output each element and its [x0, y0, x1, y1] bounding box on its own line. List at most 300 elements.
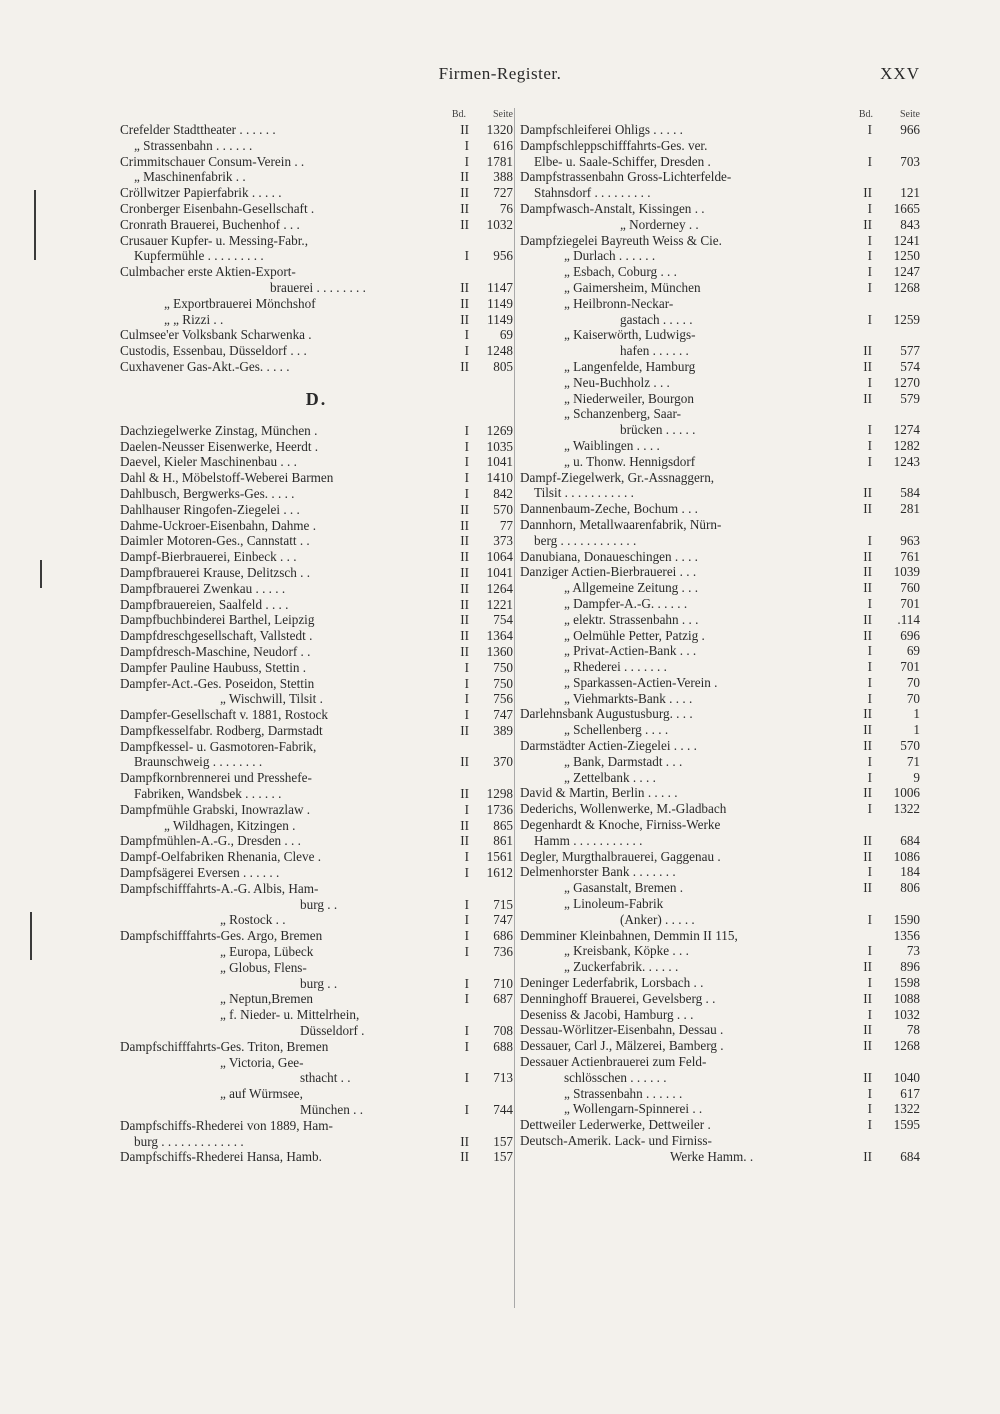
register-entry [520, 612, 920, 628]
entry-text: Culmsee'er Volksbank Scharwenka . [120, 327, 312, 343]
entry-page [880, 896, 920, 912]
entry-page: 760 [900, 580, 920, 596]
entry-text: Dampfsägerei Eversen . . . . . . [120, 865, 280, 881]
register-entry [120, 312, 513, 328]
entry-page: 617 [900, 1085, 920, 1101]
entry-text: Deutsch-Amerik. Lack- und Firniss- [520, 1133, 712, 1148]
entry-volume: II [863, 1148, 872, 1164]
entry-volume [846, 169, 880, 185]
register-entry [520, 233, 920, 249]
entry-volume: I [867, 279, 872, 295]
entry-volume [846, 1133, 880, 1149]
entry-page: 1269 [486, 422, 513, 438]
register-entry [520, 454, 920, 470]
entry-page: 69 [906, 643, 920, 659]
entry-text: Cuxhavener Gas-Akt.-Ges. . . . . [120, 358, 290, 374]
entry-text: „ Viehmarkts-Bank . . . . [564, 690, 693, 706]
entry-page [475, 881, 513, 897]
register-entry [120, 1039, 513, 1055]
column-divider [514, 108, 515, 1308]
seite-header: Seite [900, 109, 920, 120]
entry-volume: I [867, 1085, 872, 1101]
entry-volume: I [867, 453, 872, 469]
entry-text: Dampfschiffs-Rhederei von 1889, Ham- [120, 1117, 333, 1133]
entry-page: 747 [493, 912, 513, 928]
entry-page: 715 [493, 896, 513, 912]
entry-volume: II [460, 185, 469, 201]
entry-text: „ Victoria, Gee- [220, 1054, 304, 1070]
register-entry [520, 928, 920, 944]
register-entry [520, 422, 920, 438]
register-entry [520, 706, 920, 722]
entry-volume [437, 264, 475, 280]
entry-volume: I [867, 1101, 872, 1117]
entry-page: 1270 [893, 374, 920, 390]
entry-volume: I [867, 374, 872, 390]
entry-text: Demminer Kleinbahnen, Demmin II 115, [520, 927, 738, 943]
register-entry [520, 628, 920, 644]
register-entry [520, 880, 920, 896]
entry-page: 696 [900, 627, 920, 643]
entry-text: „ Sparkassen-Actien-Verein . [564, 674, 718, 690]
entry-volume: I [464, 849, 469, 865]
entry-volume: I [464, 975, 469, 991]
entry-page: 1665 [893, 200, 920, 216]
register-entry [520, 975, 920, 991]
register-entry [520, 470, 920, 486]
entry-text: „ Heilbronn-Neckar- [564, 295, 674, 311]
entry-page: 1410 [486, 470, 513, 486]
entry-volume: II [863, 343, 872, 359]
entry-page: 703 [900, 153, 920, 169]
entry-text: Dampfkornbrennerei und Presshefe- [120, 770, 312, 786]
register-entry [120, 169, 513, 185]
entry-page: 688 [493, 1038, 513, 1054]
entry-page [880, 1054, 920, 1070]
entry-text: „ Wollengarn-Spinnerei . . [564, 1101, 703, 1117]
entry-volume: II [460, 517, 469, 533]
entry-text: „ f. Nieder- u. Mittelrhein, [220, 1007, 360, 1023]
entry-text: Dampfschifffahrts-Ges. Argo, Bremen [120, 928, 323, 944]
entry-page: 584 [900, 485, 920, 501]
register-entry [520, 122, 920, 138]
entry-text: Tilsit . . . . . . . . . . . [534, 485, 634, 501]
entry-text: „ Durlach . . . . . . [564, 248, 656, 264]
register-entry [120, 597, 513, 613]
entry-page: 701 [900, 595, 920, 611]
entry-page: 727 [493, 185, 513, 201]
register-entry [120, 628, 513, 644]
entry-volume: II [863, 706, 872, 722]
column-header [520, 108, 920, 122]
entry-text: „ Schanzenberg, Saar- [564, 406, 682, 422]
register-entry [120, 1023, 513, 1039]
entry-page: 157 [493, 1149, 513, 1165]
entry-volume: I [867, 264, 872, 280]
register-entry [520, 564, 920, 580]
entry-text: „ Esbach, Coburg . . . [564, 264, 677, 280]
register-entry [120, 138, 513, 154]
register-entry [520, 438, 920, 454]
entry-text: „ Gasanstalt, Bremen . [564, 880, 684, 896]
entry-page: 1221 [486, 596, 513, 612]
entry-page [880, 470, 920, 486]
register-entry [520, 1117, 920, 1133]
entry-page: 1086 [893, 848, 920, 864]
entry-page: 708 [493, 1023, 513, 1039]
entry-text: Dampfbrauerei Krause, Delitzsch . . [120, 564, 311, 580]
entry-page: 1248 [486, 343, 513, 359]
entry-text: Denninghoff Brauerei, Gevelsberg . . [520, 990, 716, 1006]
entry-page: 865 [493, 817, 513, 833]
entry-page: 1041 [486, 564, 513, 580]
entry-page [880, 169, 920, 185]
entry-volume [846, 928, 880, 944]
entry-text: „ Neptun,Bremen [220, 991, 314, 1007]
entry-text: „ Allgemeine Zeitung . . . [564, 580, 699, 596]
entry-text: Darmstädter Actien-Ziegelei . . . . [520, 738, 697, 754]
register-entry [520, 217, 920, 233]
register-entry [120, 1118, 513, 1134]
entry-volume: II [460, 1149, 469, 1165]
register-entry [120, 676, 513, 692]
entry-volume: I [867, 801, 872, 817]
entry-volume: II [460, 628, 469, 644]
entry-page: 687 [493, 991, 513, 1007]
entry-text: Dampfschleiferei Ohligs . . . . . [520, 122, 683, 137]
entry-page: 574 [900, 358, 920, 374]
entry-text: „ Rhederei . . . . . . . [564, 659, 667, 675]
entry-text: berg . . . . . . . . . . . . [534, 532, 637, 548]
entry-volume: I [867, 595, 872, 611]
entry-volume: II [460, 580, 469, 596]
entry-page: 1035 [486, 438, 513, 454]
register-entry [520, 280, 920, 296]
column-header [120, 108, 513, 122]
entry-page [475, 739, 513, 755]
entry-page [880, 406, 920, 422]
register-entry [520, 738, 920, 754]
entry-page [475, 233, 513, 249]
entry-text: Dampfwasch-Anstalt, Kissingen . . [520, 200, 705, 216]
entry-text: sthacht . . [300, 1070, 351, 1086]
entry-page: 373 [493, 533, 513, 549]
register-entry [520, 943, 920, 959]
entry-text: Dampfdreschgesellschaft, Vallstedt . [120, 628, 313, 644]
entry-text: Cronberger Eisenbahn-Gesellschaft . [120, 200, 315, 216]
entry-text: Dampfschifffahrts-A.-G. Albis, Ham- [120, 880, 319, 896]
register-entry [120, 833, 513, 849]
entry-text: Dampfer-Gesellschaft v. 1881, Rostock [120, 707, 328, 723]
entry-text: Dahlbusch, Bergwerks-Ges. . . . . [120, 485, 295, 501]
entry-volume: I [464, 454, 469, 470]
entry-volume: II [863, 880, 872, 896]
register-entry [120, 470, 513, 486]
entry-text: Deseniss & Jacobi, Hamburg . . . [520, 1006, 694, 1022]
register-entry [520, 264, 920, 280]
register-entry [520, 659, 920, 675]
entry-page: 963 [900, 532, 920, 548]
entry-volume: II [460, 786, 469, 802]
margin-mark [30, 912, 32, 960]
register-entry [120, 991, 513, 1007]
register-entry [520, 1038, 920, 1054]
entry-page: 713 [493, 1070, 513, 1086]
entry-page: 1298 [486, 786, 513, 802]
entry-page [880, 517, 920, 533]
entry-volume [437, 770, 475, 786]
entry-volume: I [867, 532, 872, 548]
entry-page: 1781 [486, 153, 513, 169]
entry-text: „ Linoleum-Fabrik [564, 896, 664, 912]
register-entry [120, 439, 513, 455]
register-entry [520, 375, 920, 391]
register-entry [120, 1070, 513, 1086]
entry-volume: II [863, 1022, 872, 1038]
register-entry [520, 485, 920, 501]
entry-text: hafen . . . . . . [620, 343, 689, 359]
entry-page [475, 1055, 513, 1071]
entry-text: burg . . [300, 896, 338, 912]
register-entry [520, 1007, 920, 1023]
entry-page: 684 [900, 1148, 920, 1164]
entry-page: 389 [493, 722, 513, 738]
entry-text: „ Wischwill, Tilsit . [220, 691, 323, 707]
entry-text: Deninger Lederfabrik, Lorsbach . . [520, 975, 704, 991]
register-entry [520, 1101, 920, 1117]
register-entry [520, 359, 920, 375]
register-entry [120, 644, 513, 660]
register-entry [120, 359, 513, 375]
entry-volume [846, 1054, 880, 1070]
entry-page: 750 [493, 659, 513, 675]
entry-text: „ Langenfelde, Hamburg [564, 358, 696, 374]
register-entry [520, 248, 920, 264]
entry-page: 1250 [893, 248, 920, 264]
register-entry [120, 185, 513, 201]
register-entry [120, 912, 513, 928]
entry-volume: I [464, 865, 469, 881]
entry-page: 1243 [893, 453, 920, 469]
section-letter: D. [305, 388, 328, 409]
entry-volume [846, 896, 880, 912]
entry-volume: I [867, 422, 872, 438]
entry-page: 1595 [893, 1117, 920, 1133]
entry-text: „ Strassenbahn . . . . . . [564, 1085, 683, 1101]
entry-text: „ Kaiserwörth, Ludwigs- [564, 327, 696, 343]
entry-text: Degenhardt & Knoche, Firniss-Werke [520, 817, 721, 833]
entry-text: Danubiana, Donaueschingen . . . . [520, 548, 698, 564]
entry-volume: II [863, 216, 872, 232]
entry-text: Dachziegelwerke Zinstag, München . [120, 422, 318, 438]
entry-volume [437, 1055, 475, 1071]
entry-text: Degler, Murgthalbrauerei, Gaggenau . [520, 848, 721, 864]
entry-page [880, 327, 920, 343]
entry-text: gastach . . . . . [620, 311, 693, 327]
entry-page: 1064 [486, 549, 513, 565]
entry-volume: II [863, 501, 872, 517]
entry-text: Dampfziegelei Bayreuth Weiss & Cie. [520, 232, 722, 248]
entry-text: Dannhorn, Metallwaarenfabrik, Nürn- [520, 516, 722, 532]
register-entry [120, 1102, 513, 1118]
register-entry [120, 343, 513, 359]
bd-header: Bd. [451, 109, 466, 120]
entry-page: 956 [493, 248, 513, 264]
entry-page: 70 [906, 690, 920, 706]
register-entry [520, 817, 920, 833]
entry-text: Daevel, Kieler Maschinenbau . . . [120, 454, 297, 470]
entry-text: Dahme-Uckroer-Eisenbahn, Dahme . [120, 517, 317, 533]
entry-page: 1268 [893, 1038, 920, 1054]
entry-page: 69 [499, 327, 513, 343]
entry-page: 842 [493, 485, 513, 501]
entry-text: Crusauer Kupfer- u. Messing-Fabr., [120, 232, 308, 248]
entry-page: 76 [499, 200, 513, 216]
entry-text: Dampfer Pauline Haubuss, Stettin . [120, 659, 307, 675]
register-entry [120, 897, 513, 913]
entry-page: 1612 [486, 865, 513, 881]
entry-volume: I [867, 975, 872, 991]
entry-page: 73 [906, 943, 920, 959]
register-entry [120, 1149, 513, 1165]
entry-volume: II [460, 279, 469, 295]
entry-text: Dampfschleppschifffahrts-Ges. ver. [520, 137, 708, 153]
register-entry [120, 754, 513, 770]
entry-volume [846, 327, 880, 343]
entry-page: 616 [493, 137, 513, 153]
register-entry [120, 1007, 513, 1023]
entry-volume: I [464, 470, 469, 486]
register-entry [520, 833, 920, 849]
entry-volume: I [464, 1023, 469, 1039]
register-entry [520, 327, 920, 343]
entry-page: 761 [900, 548, 920, 564]
entry-page: 1247 [893, 264, 920, 280]
entry-volume [846, 296, 880, 312]
entry-page [880, 1133, 920, 1149]
entry-text: Daelen-Neusser Eisenwerke, Heerdt . [120, 438, 319, 454]
entry-page: 1040 [893, 1069, 920, 1085]
entry-volume: II [863, 627, 872, 643]
entry-volume: I [464, 1038, 469, 1054]
entry-page: 1 [913, 722, 920, 738]
entry-text: „ Bank, Darmstadt . . . [564, 753, 683, 769]
entry-text: David & Martin, Berlin . . . . . [520, 785, 678, 801]
entry-text: Stahnsdorf . . . . . . . . . [534, 185, 651, 201]
entry-volume: II [460, 1133, 469, 1149]
register-entry [120, 423, 513, 439]
entry-page: 701 [900, 659, 920, 675]
entry-page: 806 [900, 880, 920, 896]
entry-text: Dampfbuchbinderei Barthel, Leipzig [120, 612, 315, 628]
entry-page [475, 1007, 513, 1023]
register-entry [520, 864, 920, 880]
register-entry [120, 612, 513, 628]
entry-text: Dannenbaum-Zeche, Bochum . . . [520, 501, 698, 517]
entry-text: burg . . [300, 975, 338, 991]
register-entry [520, 770, 920, 786]
register-entry [520, 549, 920, 565]
entry-volume: I [464, 137, 469, 153]
register-entry [520, 154, 920, 170]
entry-text: Dampfbrauerei Zwenkau . . . . . [120, 580, 286, 596]
entry-text: Crimmitschauer Consum-Verein . . [120, 153, 305, 169]
register-entry [120, 691, 513, 707]
register-entry [120, 976, 513, 992]
entry-volume: II [460, 833, 469, 849]
register-entry [520, 1086, 920, 1102]
entry-page [880, 138, 920, 154]
register-entry [120, 944, 513, 960]
register-entry [520, 1022, 920, 1038]
register-entry [120, 770, 513, 786]
entry-text: Dampfstrassenbahn Gross-Lichterfelde- [520, 169, 732, 185]
entry-volume: I [867, 1006, 872, 1022]
entry-text: Crefelder Stadttheater . . . . . . [120, 122, 276, 137]
register-entry [120, 865, 513, 881]
entry-page: .114 [897, 611, 920, 627]
entry-page: 157 [493, 1133, 513, 1149]
entry-volume: II [863, 848, 872, 864]
entry-volume: II [863, 722, 872, 738]
entry-text: Dampfkessel- u. Gasmotoren-Fabrik, [120, 738, 317, 754]
entry-volume: I [464, 659, 469, 675]
right-column [520, 108, 920, 1165]
entry-page: 966 [900, 122, 920, 137]
entry-text: „ Gaimersheim, München [564, 279, 701, 295]
entry-page: 686 [493, 928, 513, 944]
entry-page: 1088 [893, 990, 920, 1006]
entry-volume: I [867, 232, 872, 248]
entry-text: (Anker) . . . . . [620, 911, 695, 927]
register-entry [120, 786, 513, 802]
entry-page: 750 [493, 675, 513, 691]
entry-volume: II [460, 169, 469, 185]
entry-page: 754 [493, 612, 513, 628]
entry-text: „ elektr. Strassenbahn . . . [564, 611, 699, 627]
entry-page: 1149 [487, 311, 513, 327]
entry-volume: I [867, 153, 872, 169]
entry-page: 1268 [893, 279, 920, 295]
entry-text: Dampf-Oelfabriken Rhenania, Cleve . [120, 849, 322, 865]
entry-volume: II [460, 596, 469, 612]
entry-volume: II [460, 722, 469, 738]
register-entry [520, 643, 920, 659]
entry-page: 1561 [486, 849, 513, 865]
entry-text: Dampfdresch-Maschine, Neudorf . . [120, 643, 311, 659]
entry-text: Danziger Actien-Bierbrauerei . . . [520, 564, 697, 580]
register-entry [520, 912, 920, 928]
register-entry [120, 233, 513, 249]
entry-volume: I [464, 327, 469, 343]
register-entry [520, 675, 920, 691]
entry-text: „ Strassenbahn . . . . . . [134, 137, 253, 153]
entry-volume [437, 1118, 475, 1134]
register-entry [520, 580, 920, 596]
entry-volume: I [867, 769, 872, 785]
register-entry [520, 801, 920, 817]
entry-page: 388 [493, 169, 513, 185]
entry-page: 1322 [893, 801, 920, 817]
entry-volume: II [460, 122, 469, 137]
entry-text: „ Niederweiler, Bourgon [564, 390, 694, 406]
register-entry [520, 1054, 920, 1070]
entry-page: 1598 [893, 975, 920, 991]
register-entry [120, 327, 513, 343]
margin-mark [34, 190, 36, 260]
register-entry [120, 707, 513, 723]
entry-volume: I [464, 485, 469, 501]
